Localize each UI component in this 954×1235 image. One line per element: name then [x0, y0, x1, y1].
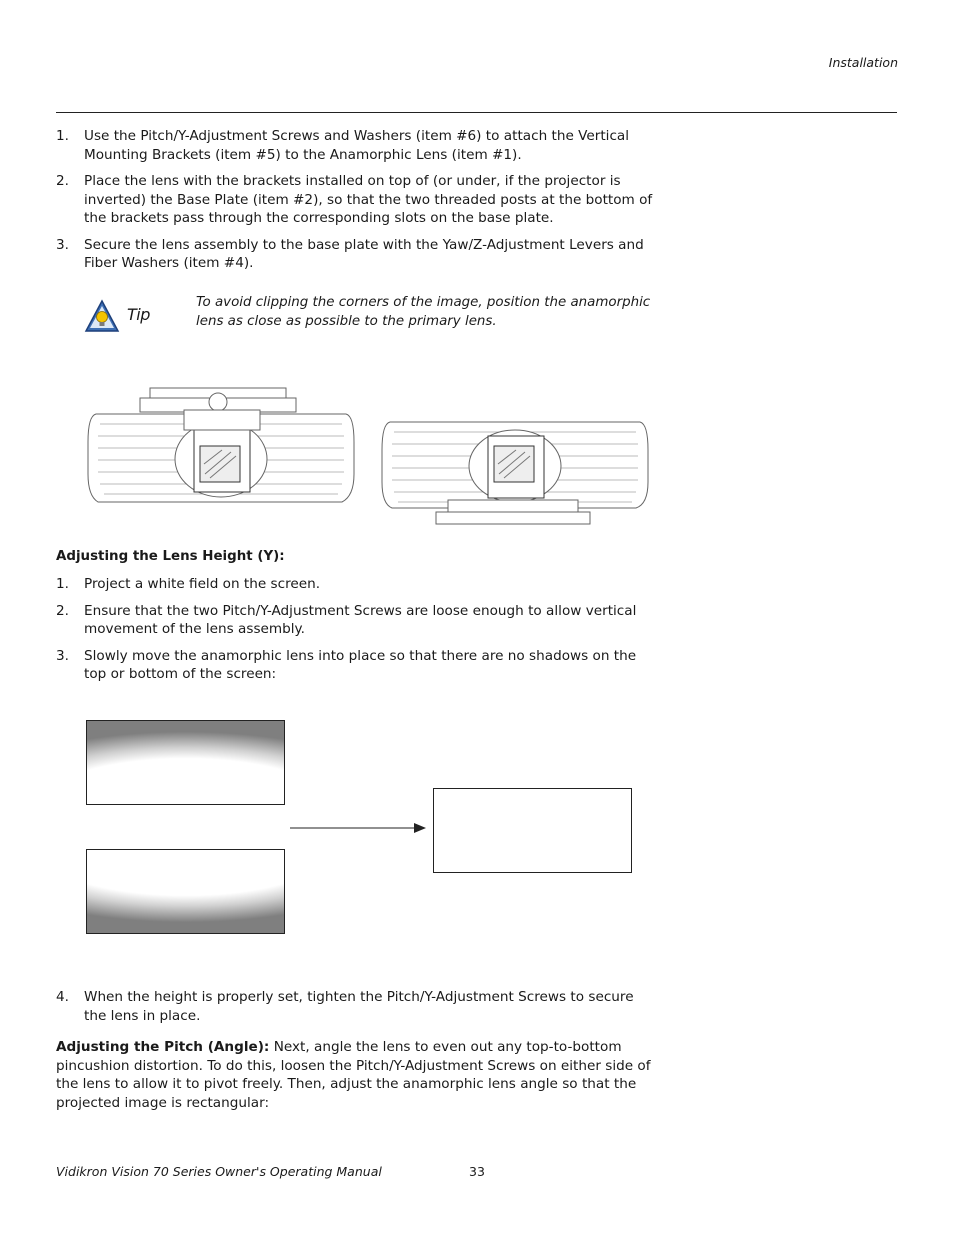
pitch-section-text: Next, angle the lens to even out any top-to-bottom pincushion distortion. To do this, loosen the Pitch/Y-Adjustment Screws on either side of the lens to allow it to pivot freely. Then, adjust the anamorphic lens angle so that the projected image is rectangular:	[56, 1039, 651, 1111]
screen-correct	[433, 788, 632, 873]
tip-text: To avoid clipping the corners of the image, position the anamorphic lens as close as possible to the primary lens.	[196, 295, 651, 329]
list-item	[56, 575, 656, 594]
step-number: 2.	[56, 173, 69, 189]
list-item	[56, 172, 656, 228]
step-number: 1.	[56, 128, 69, 144]
step-number: 4.	[56, 989, 69, 1005]
height-steps	[56, 575, 656, 684]
projector-bottom-mount-figure	[382, 422, 648, 524]
step-text: Project a white field on the screen.	[84, 576, 321, 592]
step-text: Secure the lens assembly to the base plate with the Yaw/Z-Adjustment Levers and Fiber Washers (item #4).	[84, 236, 644, 271]
step-text: When the height is properly set, tighten the Pitch/Y-Adjustment Screws to secure the lens in place.	[84, 989, 634, 1024]
height-section-heading: Adjusting the Lens Height (Y):	[56, 549, 285, 564]
screen-shadow-bottom	[86, 849, 285, 934]
step-text: Place the lens with the brackets installed on top of (or under, if the projector is inverted) the Base Plate (item #2), so that the two threaded posts at the bottom of the brackets pass through the corresponding slots on the base plate.	[84, 173, 653, 226]
step-text: Slowly move the anamorphic lens into place so that there are no shadows on the top or bottom of the screen:	[84, 647, 637, 682]
header-rule	[56, 112, 897, 113]
projector-top-mount-figure	[88, 388, 354, 502]
footer-manual-title: Vidikron Vision 70 Series Owner's Operating Manual	[56, 1164, 382, 1179]
list-item	[56, 988, 656, 1025]
tip-label: Tip	[127, 305, 150, 324]
step-number: 2.	[56, 602, 69, 619]
arrow-right-icon	[288, 820, 428, 836]
height-step-4	[56, 988, 656, 1025]
pitch-paragraph	[56, 1038, 662, 1112]
mounting-steps	[56, 127, 656, 273]
lightbulb-icon	[84, 299, 120, 337]
list-item	[56, 127, 656, 164]
step-number: 1.	[56, 576, 69, 592]
step-text: Use the Pitch/Y-Adjustment Screws and Washers (item #6) to attach the Vertical Mounting Brackets (item #5) to the Anamorphic Lens (item #1).	[84, 128, 630, 163]
step-text: Ensure that the two Pitch/Y-Adjustment Screws are loose enough to allow vertical movement of the lens assembly.	[84, 602, 637, 637]
step-number: 3.	[56, 236, 69, 253]
projector-lens-mount-illustration	[84, 384, 654, 530]
step-number: 3.	[56, 647, 69, 664]
list-item	[56, 602, 656, 639]
pitch-section-heading: Adjusting the Pitch (Angle):	[56, 1039, 270, 1055]
screen-shadow-top	[86, 720, 285, 805]
list-item	[56, 236, 656, 273]
list-item	[56, 647, 656, 684]
section-title: Installation	[828, 55, 898, 70]
page-number: 33	[469, 1164, 485, 1179]
